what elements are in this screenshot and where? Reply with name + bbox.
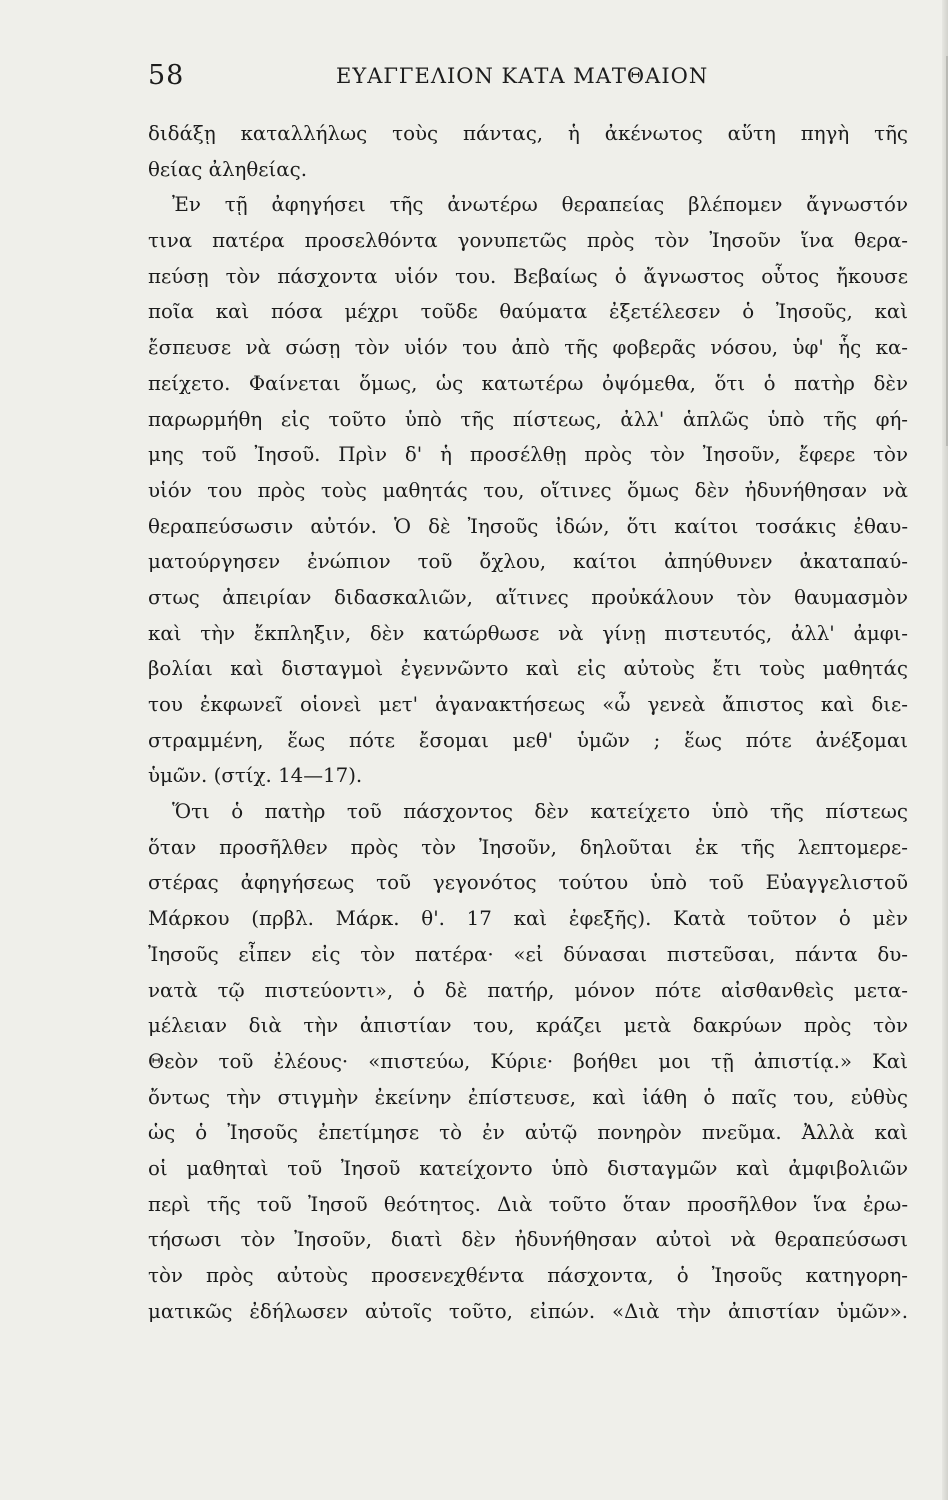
text-line: πείχετο. Φαίνεται ὅμως, ὡς κατωτέρω ὀψόμεθα, ὅτι ὁ πατὴρ δὲν — [148, 371, 908, 395]
text-line: οἱ μαθηταὶ τοῦ Ἰησοῦ κατείχοντο ὑπὸ δισταγμῶν καὶ ἀμφιβολιῶν — [148, 1156, 908, 1180]
text-line: στέρας ἀφηγήσεως τοῦ γεγονότος τούτου ὑπὸ τοῦ Εὐαγγελιστοῦ — [148, 871, 908, 895]
text-line: ὡς ὁ Ἰησοῦς ἐπετίμησε τὸ ἐν αὐτῷ πονηρὸν πνεῦμα. Ἀλλὰ καὶ — [148, 1121, 908, 1145]
text-line: περὶ τῆς τοῦ Ἰησοῦ θεότητος. Διὰ τοῦτο ὅταν προσῆλθον ἵνα ἐρω- — [148, 1192, 908, 1216]
text-line: παρωρμήθη εἰς τοῦτο ὑπὸ τῆς πίστεως, ἀλλ' ἁπλῶς ὑπὸ τῆς φή- — [148, 407, 908, 431]
text-line: μης τοῦ Ἰησοῦ. Πρὶν δ' ἡ προσέλθῃ πρὸς τὸν Ἰησοῦν, ἔφερε τὸν — [148, 443, 908, 467]
text-line: στραμμένη, ἕως πότε ἔσομαι μεθ' ὑμῶν ; ἕως πότε ἀνέξομαι — [148, 728, 908, 752]
text-line: βολίαι καὶ δισταγμοὶ ἐγεννῶντο καὶ εἰς αὐτοὺς ἔτι τοὺς μαθητάς — [148, 657, 908, 681]
text-line: θείας ἀληθείας. — [148, 157, 308, 181]
text-line: ποῖα καὶ πόσα μέχρι τοῦδε θαύματα ἐξετέλεσεν ὁ Ἰησοῦς, καὶ — [148, 300, 908, 324]
text-line: του ἐκφωνεῖ οἱονεὶ μετ' ἀγανακτήσεως «ὦ γενεὰ ἄπιστος καὶ διε- — [148, 693, 908, 716]
text-line: καὶ τὴν ἔκπληξιν, δὲν κατώρθωσε νὰ γίνῃ πιστευτός, ἀλλ' ἀμφι- — [148, 621, 908, 645]
text-line: νατὰ τῷ πιστεύοντι», ὁ δὲ πατήρ, μόνον πότε αἰσθανθεὶς μετα- — [148, 978, 908, 1002]
text-line: Ἰησοῦς εἶπεν εἰς τὸν πατέρα· «εἰ δύνασαι πιστεῦσαι, πάντα δυ- — [148, 942, 908, 966]
text-line: θεραπεύσωσιν αὐτόν. Ὁ δὲ Ἰησοῦς ἰδών, ὅτι καίτοι τοσάκις ἐθαυ- — [148, 514, 908, 538]
text-line: ἔσπευσε νὰ σώσῃ τὸν υἱόν του ἀπὸ τῆς φοβερᾶς νόσου, ὑφ' ἧς κα- — [148, 336, 908, 360]
text-line: πεύσῃ τὸν πάσχοντα υἱόν του. Βεβαίως ὁ ἄγνωστος οὗτος ἤκουσε — [148, 264, 908, 288]
text-line: διδάξῃ καταλλήλως τοὺς πάντας, ἡ ἀκένωτος αὕτη πηγὴ τῆς — [148, 122, 908, 145]
text-line: ματούργησεν ἐνώπιον τοῦ ὄχλου, καίτοι ἀπηύθυνεν ἀκαταπαύ- — [148, 550, 908, 574]
running-title: ΕΥΑΓΓΕΛΙΟΝ ΚΑΤΑ ΜΑΤΘΑΙΟΝ — [336, 64, 709, 88]
text-line: ὅταν προσῆλθεν πρὸς τὸν Ἰησοῦν, δηλοῦται ἐκ τῆς λεπτομερε- — [148, 835, 908, 859]
text-line: τὸν πρὸς αὐτοὺς προσενεχθέντα πάσχοντα, ὁ Ἰησοῦς κατηγορη- — [148, 1264, 908, 1287]
text-line: τινα πατέρα προσελθόντα γονυπετῶς πρὸς τὸν Ἰησοῦν ἵνα θερα- — [148, 229, 908, 253]
text-line: ὑμῶν. (στίχ. 14—17). — [148, 764, 363, 788]
text-line: τήσωσι τὸν Ἰησοῦν, διατὶ δὲν ἠδυνήθησαν αὐτοὶ νὰ θεραπεύσωσι — [148, 1228, 908, 1252]
text-line: ὄντως τὴν στιγμὴν ἐκείνην ἐπίστευσε, καὶ ἰάθη ὁ παῖς του, εὐθὺς — [148, 1085, 908, 1109]
text-line: στως ἀπειρίαν διδασκαλιῶν, αἵτινες προὐκάλουν τὸν θαυμασμὸν — [148, 585, 908, 609]
text-line: Θεὸν τοῦ ἐλέους· «πιστεύω, Κύριε· βοήθει μοι τῇ ἀπιστίᾳ.» Καὶ — [148, 1049, 908, 1073]
text-line: υἱόν του πρὸς τοὺς μαθητάς του, οἵτινες ὅμως δὲν ἠδυνήθησαν νὰ — [148, 478, 908, 502]
paragraph-start-line: Ὅτι ὁ πατὴρ τοῦ πάσχοντος δὲν κατείχετο ὑπὸ τῆς πίστεως — [172, 800, 908, 824]
paragraph-start-line: Ἐν τῇ ἀφηγήσει τῆς ἀνωτέρω θεραπείας βλέπομεν ἄγνωστόν — [172, 193, 908, 217]
page-header — [148, 60, 908, 100]
page-number: 58 — [148, 60, 185, 91]
text-line: μέλειαν διὰ τὴν ἀπιστίαν του, κράζει μετὰ δακρύων πρὸς τὸν — [148, 1014, 908, 1038]
body-text — [148, 116, 908, 1329]
text-line: ματικῶς ἐδήλωσεν αὐτοῖς τοῦτο, εἰπών. «Διὰ τὴν ἀπιστίαν ὑμῶν». — [148, 1299, 908, 1323]
text-line: Μάρκου (πρβλ. Μάρκ. θ'. 17 καὶ ἐφεξῆς). Κατὰ τοῦτον ὁ μὲν — [148, 907, 908, 931]
